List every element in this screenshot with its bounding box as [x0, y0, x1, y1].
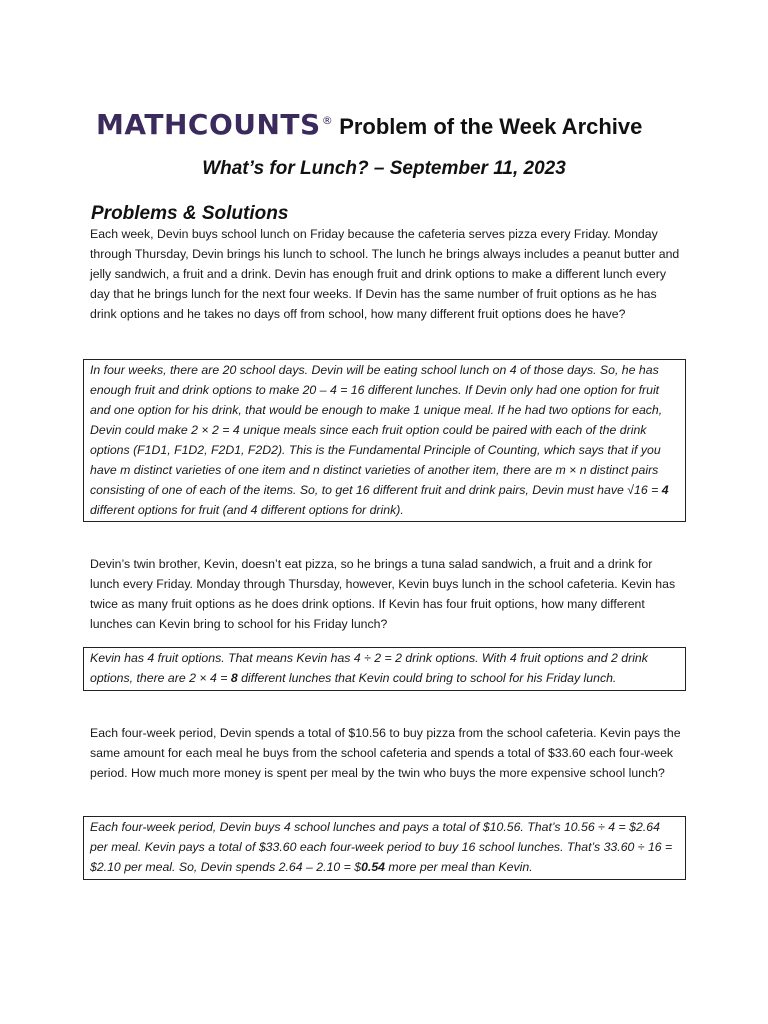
problem-title: What’s for Lunch? – September 11, 2023 — [202, 158, 566, 179]
problem-1-question: Each week, Devin buys school lunch on Friday because the cafeteria serves pizza every Friday. Monday through Thursday, Devin brings his lunch to school. The lunch he brings always includes a peanut butter and jelly sandwich, a fruit and a drink. Devin has enough fruit and drink options to make a different lunch every day that he brings lunch for the next four weeks. If Devin has the same number of fruit options as he has drink options and he takes no days off from school, how many different fruit options does he have? — [90, 227, 680, 321]
problem-3-answer: 0.54 — [361, 860, 385, 874]
page-header — [96, 108, 642, 141]
archive-title: Problem of the Week Archive — [339, 114, 643, 139]
problem-2-solution-box — [83, 647, 686, 691]
logo-text: MATHCOUNTS — [96, 108, 321, 141]
problem-1-solution: In four weeks, there are 20 school days. Devin will be eating school lunch on 4 of those days. So, he has enough fruit and drink options to make 20 – 4 = 16 different lunches. If Devin only had one option for fruit and one option for his drink, that would be enough to make 1 unique meal. If he had two options for each, Devin could make 2 × 2 = 4 unique meals since each fruit option could be paired with each of the drink options (F1D1, F1D2, F2D1, F2D2). This is the Fundamental Principle of Counting, which says that if you have m distinct varieties of one item and n distinct varieties of another item, there are m × n distinct pairs consisting of one of each of the items. So, to get 16 different fruit and drink pairs, Devin must have √16 = 4 different options for fruit (and 4 different options for drink). — [90, 363, 669, 517]
mathcounts-logo — [96, 108, 333, 141]
problem-1-solution-box — [83, 359, 686, 522]
problem-3-question: Each four-week period, Devin spends a total of $10.56 to buy pizza from the school cafeteria. Kevin pays the same amount for each meal he buys from the school cafeteria and spends a total of $33.60 each four-week period. How much more money is spent per meal by the twin who buys the more expensive school lunch? — [90, 726, 681, 780]
problem-2-solution: Kevin has 4 fruit options. That means Kevin has 4 ÷ 2 = 2 drink options. With 4 fruit options and 2 drink options, there are 2 × 4 = 8 different lunches that Kevin could bring to school for his Friday lunch. — [90, 651, 648, 685]
problem-3-solution-box — [83, 816, 686, 880]
problem-3-solution: Each four-week period, Devin buys 4 school lunches and pays a total of $10.56. That’s 10.56 ÷ 4 = $2.64 per meal. Kevin pays a total of $33.60 each four-week period to buy 16 school lunches. That’s 33.60 ÷ 16 = $2.10 per meal. So, Devin spends 2.64 – 2.10 = $0.54 more per meal than Kevin. — [90, 820, 673, 874]
problem-1-answer: 4 — [661, 483, 669, 497]
problem-2-answer: 8 — [230, 671, 238, 685]
section-heading: Problems & Solutions — [91, 203, 289, 224]
problem-2-question: Devin’s twin brother, Kevin, doesn’t eat pizza, so he brings a tuna salad sandwich, a fruit and a drink for lunch every Friday. Monday through Thursday, however, Kevin buys lunch in the school cafeteria. Kevin has twice as many fruit options as he does drink options. If Kevin has four fruit options, how many different lunches can Kevin bring to school for his Friday lunch? — [90, 557, 676, 631]
registered-mark: ® — [321, 113, 334, 127]
